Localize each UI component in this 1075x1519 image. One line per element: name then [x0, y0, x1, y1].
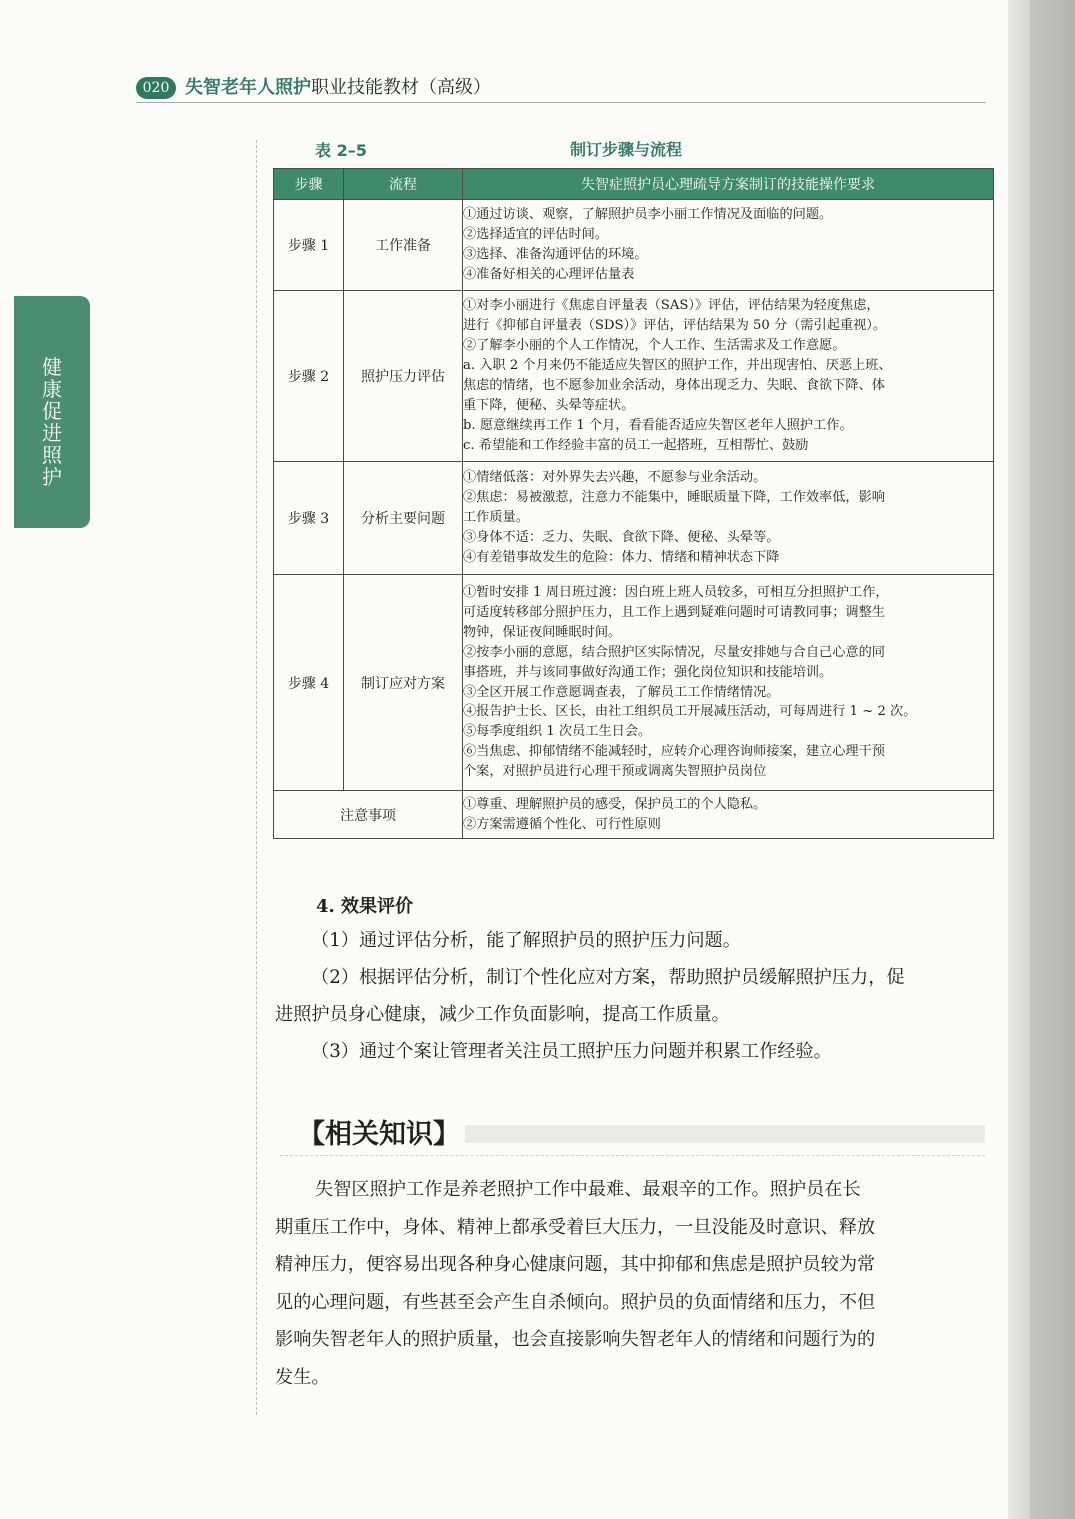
note-line: ②方案需遵循个性化、可行性原则: [463, 816, 661, 832]
body-line: 影响失智老年人的照护质量，也会直接影响失智老年人的情绪和问题行为的: [275, 1329, 876, 1350]
table-row: [274, 575, 994, 791]
note-cell: [463, 791, 994, 839]
requirements-cell: [463, 200, 994, 291]
requirement-line: ③身体不适：乏力、失眠、食欲下降、便秘、头晕等。: [463, 529, 780, 545]
process-label: 照护压力评估: [344, 291, 463, 462]
requirement-line: ①对李小丽进行《焦虑自评量表（SAS）》评估，评估结果为轻度焦虑，: [463, 298, 880, 314]
requirement-line: ②焦虑：易被激惹，注意力不能集中，睡眠质量下降，工作效率低，影响: [463, 490, 885, 506]
requirements-cell: [463, 575, 994, 791]
requirement-line: ③全区开展工作意愿调查表，了解员工工作情绪情况。: [463, 684, 780, 700]
requirement-line: 事搭班，并与该同事做好沟通工作；强化岗位知识和技能培训。: [463, 664, 833, 680]
requirement-line: c. 希望能和工作经验丰富的员工一起搭班，互相帮忙、鼓励: [463, 437, 809, 453]
header-process: 流程: [344, 169, 463, 200]
process-label: 制订应对方案: [344, 575, 463, 791]
body-line: 发生。: [275, 1366, 330, 1388]
effect-evaluation-body: [275, 922, 995, 1070]
requirement-line: 进行《抑郁自评量表（SDS）》评估，评估结果为 50 分（需引起重视）。: [463, 318, 887, 334]
book-title-highlight: 失智老年人照护: [185, 77, 311, 98]
book-edge: [1030, 0, 1075, 1519]
table-title: 制订步骤与流程: [570, 140, 683, 159]
table-row: [274, 200, 994, 291]
requirement-line: ②选择适宜的评估时间。: [463, 227, 609, 243]
requirement-line: ①暂时安排 1 周日班过渡：因白班上班人员较多，可相互分担照护工作，: [463, 584, 889, 600]
requirement-line: ④报告护士长、区长，由社工组织员工开展减压活动，可每周进行 1 ~ 2 次。: [463, 704, 917, 720]
table-row: [274, 291, 994, 462]
requirement-line: a. 入职 2 个月来仍不能适应失智区的照护工作，并出现害怕、厌恶上班、: [463, 358, 892, 374]
section-title-related-knowledge: 【相关知识】: [298, 1119, 460, 1150]
book-title: [185, 73, 491, 99]
requirement-line: 焦虑的情绪，也不愿参加业余活动，身体出现乏力、失眠、食欲下降、体: [463, 378, 885, 393]
section-title-effect-evaluation: 4. 效果评价: [316, 896, 414, 917]
body-line: 期重压工作中，身体、精神上都承受着巨大压力，一旦没能及时意识、释放: [275, 1216, 876, 1238]
header-divider: [136, 102, 986, 103]
table-note-row: [274, 791, 994, 839]
requirement-line: ⑤每季度组织 1 次员工生日会。: [463, 724, 652, 740]
chapter-side-label: 健康促进照护: [42, 355, 62, 489]
requirement-line: ④有差错事故发生的危险：体力、情绪和精神状态下降: [463, 549, 780, 565]
steps-table: [273, 168, 994, 839]
heading-decoration-bar: [465, 1125, 985, 1143]
note-label: 注意事项: [274, 791, 463, 839]
step-label: 步骤 1: [274, 200, 344, 291]
body-line: （2）根据评估分析，制订个性化应对方案，帮助照护员缓解照护压力，促: [311, 967, 905, 988]
body-line: 见的心理问题，有些甚至会产生自杀倾向。照护员的负面情绪和压力，不但: [275, 1291, 876, 1313]
requirement-line: 工作质量。: [463, 510, 529, 526]
requirement-line: ④准备好相关的心理评估量表: [463, 266, 635, 282]
requirement-line: 可适度转移部分照护压力，且工作上遇到疑难问题时可请教同事；调整生: [463, 604, 885, 620]
requirements-cell: [463, 291, 994, 462]
process-label: 分析主要问题: [344, 462, 463, 575]
step-label: 步骤 2: [274, 291, 344, 462]
body-line: （3）通过个案让管理者关注员工照护压力问题并积累工作经验。: [311, 1041, 832, 1062]
table-row: [274, 462, 994, 575]
requirement-line: ①通过访谈、观察，了解照护员李小丽工作情况及面临的问题。: [463, 207, 833, 223]
requirement-line: b. 愿意继续再工作 1 个月，看看能否适应失智区老年人照护工作。: [463, 417, 853, 433]
related-knowledge-body: [275, 1171, 995, 1396]
requirement-line: ②按李小丽的意愿，结合照护区实际情况，尽量安排她与合自己心意的同: [463, 644, 885, 660]
body-line: 精神压力，便容易出现各种身心健康问题，其中抑郁和焦虑是照护员较为常: [275, 1254, 876, 1275]
requirement-line: 重下降，便秘、头晕等症状。: [463, 397, 635, 413]
requirement-line: ①情绪低落：对外界失去兴趣，不愿参与业余活动。: [463, 470, 767, 486]
body-line: 失智区照护工作是养老照护工作中最难、最艰辛的工作。照护员在长: [315, 1179, 861, 1200]
table-header-row: [274, 169, 994, 200]
requirements-cell: [463, 462, 994, 575]
page-number: 020: [136, 77, 176, 99]
step-label: 步骤 3: [274, 462, 344, 575]
book-spine-shadow: [1008, 0, 1030, 1519]
note-line: ①尊重、理解照护员的感受，保护员工的个人隐私。: [463, 796, 767, 812]
body-line: 进照护员身心健康，减少工作负面影响，提高工作质量。: [275, 1004, 730, 1025]
requirement-line: 物钟，保证夜间睡眠时间。: [463, 624, 622, 640]
requirement-line: ②了解李小丽的个人工作情况，个人工作、生活需求及工作意愿。: [463, 338, 846, 354]
book-title-rest: 职业技能教材（高级）: [311, 77, 491, 98]
body-line: （1）通过评估分析，能了解照护员的照护压力问题。: [311, 930, 741, 951]
header-requirements: 失智症照护员心理疏导方案制订的技能操作要求: [463, 169, 994, 200]
table-number: 表 2–5: [315, 141, 367, 160]
requirement-line: 个案，对照护员进行心理干预或调离失智照护员岗位: [463, 764, 767, 780]
process-label: 工作准备: [344, 200, 463, 291]
step-label: 步骤 4: [274, 575, 344, 791]
requirement-line: ③选择、准备沟通评估的环境。: [463, 247, 648, 262]
requirement-line: ⑥当焦虑、抑郁情绪不能减轻时，应转介心理咨询师接案，建立心理干预: [463, 744, 885, 760]
margin-guide-line: [256, 140, 257, 1415]
header-step: 步骤: [274, 169, 344, 200]
heading-underline: [280, 1155, 985, 1156]
